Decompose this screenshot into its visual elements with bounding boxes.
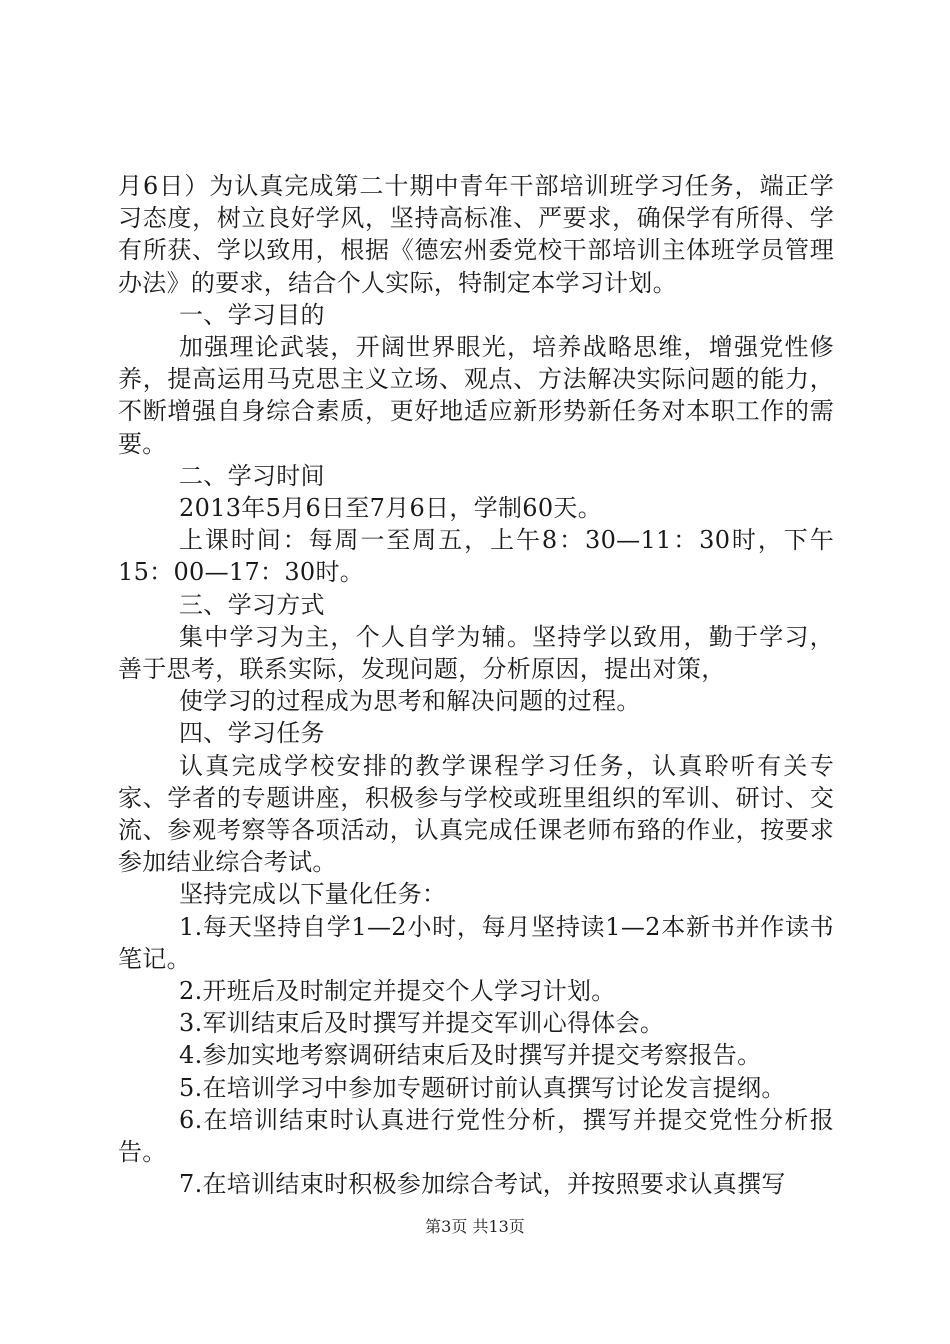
body-paragraph: 上课时间：每周一至周五，上午8：30—11：30时，下午15：00—17：30时。 (118, 526, 834, 587)
body-paragraph: 认真完成学校安排的教学课程学习任务，认真聆听有关专家、学者的专题讲座，积极参与学校或班里组织的军训、研讨、交流、参观考察等各项活动，认真完成任课老师布臵的作业，按要求参加结业综合考试。 (118, 751, 834, 877)
body-paragraph: 使学习的过程成为思考和解决问题的过程。 (179, 687, 641, 716)
body-paragraph: 2013年5月6日至7月6日，学制60天。 (179, 494, 602, 523)
list-item: 1.每天坚持自学1—2小时，每月坚持读1—2本新书并作读书笔记。 (118, 912, 834, 973)
body-paragraph: 加强理论武装，开阔世界眼光，培养战略思维，增强党性修养，提高运用马克思主义立场、观点、方法解决实际问题的能力，不断增强自身综合素质，更好地适应新形势新任务对本职工作的需要。 (118, 333, 834, 458)
section-heading-tasks: 四、学习任务 (179, 719, 325, 748)
body-paragraph: 集中学习为主，个人自学为辅。坚持学以致用，勤于学习，善于思考，联系实际，发现问题，分析原因，提出对策， (118, 622, 834, 684)
list-item: 3.军训结束后及时撰写并提交军训心得体会。 (179, 1009, 665, 1038)
document-body (118, 170, 834, 1201)
body-paragraph: 月6日）为认真完成第二十期中青年干部培训班学习任务，端正学习态度，树立良好学风，坚持高标准、严要求，确保学有所得、学有所获、学以致用，根据《德宏州委党校干部培训主体班学员管理办法》的要求，结合个人实际，特制定本学习计划。 (118, 172, 834, 297)
list-item: 2.开班后及时制定并提交个人学习计划。 (179, 977, 616, 1006)
body-paragraph: 坚持完成以下量化任务： (179, 880, 447, 909)
section-heading-time: 二、学习时间 (179, 461, 325, 490)
page-footer: 第3页 共13页 (425, 1217, 525, 1236)
list-item: 7.在培训结束时积极参加综合考试，并按照要求认真撰写 (179, 1170, 786, 1199)
section-heading-method: 三、学习方式 (179, 590, 325, 619)
list-item: 5.在培训学习中参加专题研讨前认真撰写讨论发言提纲。 (179, 1073, 786, 1102)
list-item: 4.参加实地考察调研结束后及时撰写并提交考察报告。 (179, 1041, 762, 1070)
list-item: 6.在培训结束时认真进行党性分析，撰写并提交党性分析报告。 (118, 1105, 834, 1167)
section-heading-purpose: 一、学习目的 (179, 300, 325, 329)
